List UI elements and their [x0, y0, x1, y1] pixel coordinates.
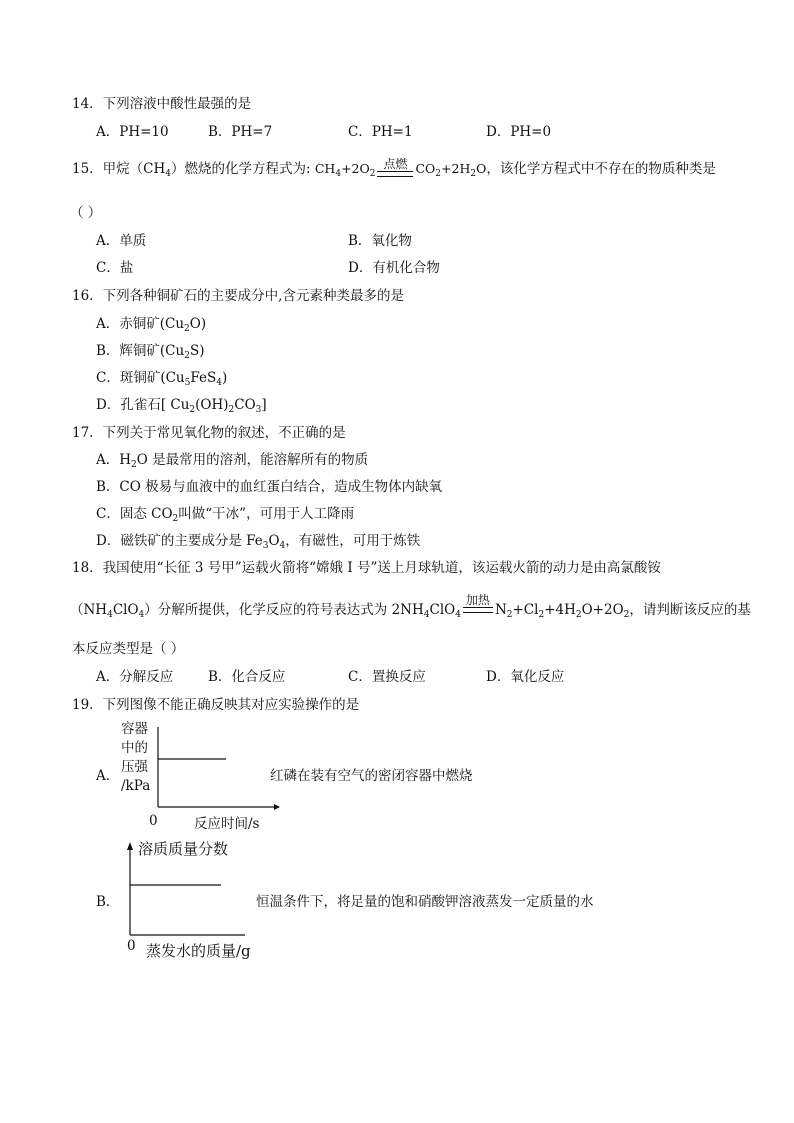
q17-option-b: B．CO 极易与血液中的血红蛋白结合，造成生物体内缺氧	[96, 479, 443, 495]
q15-option-c: C．盐	[96, 260, 134, 276]
graph-b-xlabel: 蒸发水的质量/g	[146, 942, 251, 960]
q15-answer-paren: （ ）	[70, 205, 102, 221]
q16-stem: 16．下列各种铜矿石的主要成分中,含元素种类最多的是	[72, 288, 404, 304]
q16-option-d: D．孔雀石[ $Cu_2(OH)_2CO_3$]	[96, 397, 267, 415]
q18-stem-line2: $(NH_4ClO_4)$分解所提供，化学反应的符号表达式为 $2NH_4ClO_4$ 加热 $N_2+Cl_2+4H_2O+2O_2$，请判断该反应的基	[70, 593, 751, 620]
graph-b-ylabel: 溶质质量分数	[138, 840, 229, 858]
graph-b-description: 恒温条件下，将足量的饱和硝酸钾溶液蒸发一定质量的水	[256, 894, 594, 910]
q18-option-c: C．置换反应	[348, 669, 426, 685]
q19-option-b-label: B．	[96, 894, 120, 910]
q19-stem: 19．下列图像不能正确反映其对应实验操作的是	[72, 697, 360, 713]
q15-option-d: D．有机化合物	[348, 260, 440, 276]
q14-option-d: D．PH=0	[486, 124, 552, 140]
q17-option-d: D．磁铁矿的主要成分是 $Fe_3O_4$，有磁性，可用于炼铁	[96, 533, 421, 551]
q19-option-a-label: A．	[96, 768, 120, 784]
q16-option-b: B．辉铜矿$(Cu_2S)$	[96, 343, 205, 361]
q18-option-d: D．氧化反应	[486, 669, 565, 685]
q15-option-a: A．单质	[96, 233, 147, 249]
q16-option-c: C．斑铜矿$(Cu_5FeS_4)$	[96, 370, 228, 388]
graph-a-axes	[150, 725, 280, 815]
graph-b-origin: 0	[127, 938, 136, 954]
q15-equation: $CH_4+2O_2$ 点燃 $CO_2+2H_2O$	[314, 157, 487, 179]
q14-stem: 14．下列溶液中酸性最强的是	[72, 96, 252, 112]
q17-stem: 17．下列关于常见氧化物的叙述，不正确的是	[72, 425, 346, 441]
q14-option-a: A．PH=10	[96, 124, 169, 140]
q18-option-b: B．化合反应	[208, 669, 286, 685]
q14-option-c: C．PH=1	[348, 124, 413, 140]
graph-a-ylabel: 容器 中的 压强 /kPa	[121, 721, 151, 794]
reaction-condition-arrow: 加热	[463, 594, 493, 613]
graph-a-description: 红磷在装有空气的密闭容器中燃烧	[270, 768, 473, 784]
q16-option-a: A．赤铜矿$(Cu_2O)$	[96, 316, 207, 334]
q15-stem: 15．甲烷$(CH_4)$燃烧的化学方程式为: $CH_4+2O_2$ 点燃 $CO_2+2H_2O$ ，该化学方程式中不存在的物质种类是	[72, 160, 716, 183]
graph-a-origin: 0	[149, 813, 158, 829]
reaction-condition-arrow: 点燃	[377, 158, 413, 177]
q14-option-b: B．PH=7	[208, 124, 273, 140]
q18-stem-line1: 18．我国使用“长征 3 号甲”运载火箭将“嫦娥 I 号”送上月球轨道，该运载火箭的动力是由高氯酸铵	[72, 560, 661, 576]
graph-a-xlabel: 反应时间/s	[194, 816, 260, 832]
q17-option-a: A．$H_2O$ 是最常用的溶剂，能溶解所有的物质	[96, 452, 369, 470]
q18-stem-line3: 本反应类型是（ ）	[72, 641, 185, 657]
q17-option-c: C．固态 $CO_2$叫做“干冰”，可用于人工降雨	[96, 506, 355, 524]
q15-option-b: B．氧化物	[348, 233, 412, 249]
q18-option-a: A．分解反应	[96, 669, 174, 685]
